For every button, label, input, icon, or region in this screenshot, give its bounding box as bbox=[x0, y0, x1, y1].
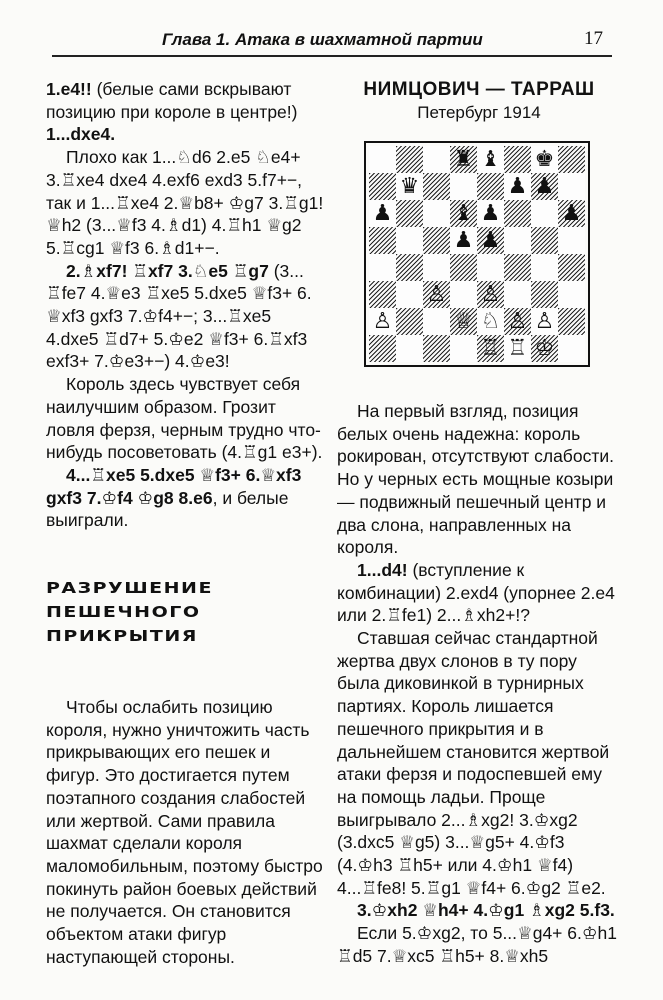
board-square bbox=[558, 173, 585, 200]
section-title-line: ПРИКРЫТИЯ bbox=[46, 627, 198, 645]
board-square bbox=[531, 308, 558, 335]
chess-piece-icon: ♟ bbox=[507, 174, 528, 199]
move-bold: 2.♗xf7! ♖xf7 3.♘e5 ♖g7 bbox=[66, 260, 269, 281]
chess-piece-icon: ♚ bbox=[534, 147, 555, 172]
move-text: (белые сами вскрывают позицию при короле в центре!) bbox=[46, 79, 298, 122]
board-square bbox=[423, 335, 450, 362]
chess-piece-icon: ♔ bbox=[534, 336, 555, 361]
page-header bbox=[0, 28, 663, 56]
board-square bbox=[450, 227, 477, 254]
left-column bbox=[46, 78, 324, 969]
board-square bbox=[558, 335, 585, 362]
chapter-title: Глава 1. Атака в шахматной партии bbox=[162, 30, 483, 49]
board-square bbox=[396, 335, 423, 362]
comment-text: Плохо как 1...♘d6 2.e5 ♘e4+ 3.♖xe4 dxe4 4.exf6 exd3 5.f7+−, так и 1...♖xe4 2.♕b8+ ♔g7 3.♖g1! ♕h2 (3...♕f3 4.♗d1) 4.♖h1 ♕g2 5.♖cg1 ♕f3 6.♗d1+−. bbox=[46, 147, 324, 258]
chess-diagram bbox=[364, 141, 590, 367]
board-square bbox=[396, 173, 423, 200]
board-square bbox=[450, 254, 477, 281]
board-square bbox=[477, 200, 504, 227]
board-square bbox=[531, 254, 558, 281]
move-bold: 3.♔xh2 ♕h4+ 4.♔g1 ♗xg2 5.f3. bbox=[357, 900, 615, 921]
move-paragraph bbox=[46, 78, 324, 123]
chess-piece-icon: ♟ bbox=[561, 201, 582, 226]
board-square bbox=[369, 281, 396, 308]
board-square bbox=[477, 254, 504, 281]
board-square bbox=[504, 308, 531, 335]
board-square bbox=[531, 281, 558, 308]
board-square bbox=[396, 146, 423, 173]
comment-text: Ставшая сейчас стандартной жертва двух слонов в ту пору была диковинкой в турнирных партиях. Король лишается пешечного прикрытия и в дальнейшем становится жертвой атаки ферзя и подоспевшей ему на помощь ладьи. Проще выигрывало 2...♗xg2! 3.♔xg2 (3.dxc5 ♕g5) 3...♕g5+ 4.♔f3 (4.♔h3 ♖h5+ или 4.♔h1 ♕f4) 4...♖fe8! 5.♖g1 ♕f4+ 6.♔g2 ♖e2. bbox=[337, 628, 610, 898]
board-square bbox=[423, 173, 450, 200]
board-square bbox=[504, 227, 531, 254]
chess-piece-icon: ♟ bbox=[480, 228, 501, 253]
board-square bbox=[423, 146, 450, 173]
board-square bbox=[477, 227, 504, 254]
board-square bbox=[369, 200, 396, 227]
board-square bbox=[423, 227, 450, 254]
board-square bbox=[450, 173, 477, 200]
board-square bbox=[558, 146, 585, 173]
board-square bbox=[558, 200, 585, 227]
move-paragraph bbox=[337, 559, 621, 627]
comment-text: На первый взгляд, позиция белых очень надежна: король рокирован, отсутствуют слабости. Но у черных есть мощные козыри — подвижный пешечный центр и два слона, направленных на короля. bbox=[337, 401, 614, 558]
chess-piece-icon: ♙ bbox=[426, 282, 447, 307]
board-square bbox=[558, 308, 585, 335]
move-paragraph bbox=[46, 464, 324, 532]
board-square bbox=[558, 281, 585, 308]
board-square bbox=[531, 200, 558, 227]
section-paragraph: Чтобы ослабить позицию короля, нужно уничтожить часть прикрывающих его пешек и фигур. Это достигается путем поэтапного создания слабостей или жертвой. Сами правила шахмат сделали короля маломобильным, поэтому быстро покинуть район боевых действий не получается. Он становится объектом атаки фигур наступающей стороны. bbox=[46, 697, 323, 967]
comment-paragraph bbox=[46, 146, 324, 260]
move-paragraph bbox=[46, 123, 324, 146]
board-square bbox=[369, 173, 396, 200]
game-title: НИМЦОВИЧ — ТАРРАШ bbox=[363, 79, 595, 100]
board-square bbox=[450, 308, 477, 335]
board-square bbox=[531, 173, 558, 200]
comment-paragraph bbox=[337, 922, 621, 967]
board-square bbox=[423, 308, 450, 335]
board-square bbox=[477, 146, 504, 173]
comment-text: Если 5.♔xg2, то 5...♕g4+ 6.♔h1 ♖d5 7.♕xc5 ♖h5+ 8.♕xh5 bbox=[337, 923, 618, 966]
board-square bbox=[531, 335, 558, 362]
board-square bbox=[450, 146, 477, 173]
chess-piece-icon: ♟ bbox=[534, 174, 555, 199]
board-square bbox=[423, 200, 450, 227]
move-bold: 1...dxe4. bbox=[46, 124, 116, 145]
board-square bbox=[531, 146, 558, 173]
board-square bbox=[423, 254, 450, 281]
board-square bbox=[504, 173, 531, 200]
chess-piece-icon: ♝ bbox=[480, 147, 501, 172]
board-square bbox=[477, 308, 504, 335]
right-column bbox=[337, 78, 621, 968]
board-square bbox=[477, 173, 504, 200]
move-text: , и белые выиграли. bbox=[46, 487, 289, 531]
board-square bbox=[504, 254, 531, 281]
chess-piece-icon: ♛ bbox=[399, 174, 420, 199]
move-paragraph bbox=[337, 899, 621, 922]
board-square bbox=[477, 281, 504, 308]
chess-piece-icon: ♙ bbox=[534, 309, 555, 334]
comment-paragraph bbox=[337, 400, 621, 559]
chess-piece-icon: ♟ bbox=[480, 201, 501, 226]
board-square bbox=[369, 146, 396, 173]
chess-piece-icon: ♕ bbox=[453, 309, 474, 334]
chess-piece-icon: ♟ bbox=[372, 201, 393, 226]
header-divider bbox=[52, 55, 612, 57]
board-square bbox=[450, 200, 477, 227]
move-text: (3... ♖fe7 4.♕e3 ♖xe5 5.dxe5 ♕f3+ 6. ♕xf3 gxf3 7.♔f4+−; 3...♖xe5 4.dxe5 ♖d7+ 5.♔e2 ♕f3+ 6.♖xf3 exf3+ 7.♔e3+−) 4.♔e3! bbox=[46, 260, 312, 372]
chess-piece-icon: ♙ bbox=[507, 309, 528, 334]
move-bold: 1.e4!! bbox=[46, 79, 92, 99]
board-square bbox=[369, 254, 396, 281]
board-square bbox=[396, 227, 423, 254]
chess-piece-icon: ♙ bbox=[372, 309, 393, 334]
chess-board bbox=[369, 146, 585, 362]
board-square bbox=[531, 227, 558, 254]
board-square bbox=[450, 335, 477, 362]
board-square bbox=[477, 335, 504, 362]
page-number: 17 bbox=[584, 28, 603, 49]
board-square bbox=[423, 281, 450, 308]
board-square bbox=[396, 281, 423, 308]
chess-piece-icon: ♘ bbox=[480, 309, 501, 334]
board-square bbox=[396, 200, 423, 227]
move-bold: 1...d4! bbox=[357, 559, 408, 580]
board-square bbox=[396, 254, 423, 281]
chess-piece-icon: ♜ bbox=[453, 147, 474, 172]
board-square bbox=[504, 146, 531, 173]
section-title bbox=[46, 576, 324, 648]
board-square bbox=[504, 335, 531, 362]
comment-paragraph bbox=[46, 373, 324, 464]
section-title-line: РАЗРУШЕНИЕ ПЕШЕЧНОГО bbox=[46, 579, 213, 621]
board-square bbox=[558, 254, 585, 281]
board-square bbox=[369, 335, 396, 362]
board-square bbox=[450, 281, 477, 308]
chess-piece-icon: ♟ bbox=[453, 228, 474, 253]
game-event: Петербург 1914 bbox=[417, 103, 541, 122]
move-bold: 4...♖xe5 5.dxe5 ♕f3+ 6.♕xf3 gxf3 7.♔f4 ♔g8 8.e6 bbox=[46, 464, 302, 508]
board-square bbox=[369, 308, 396, 335]
board-square bbox=[558, 227, 585, 254]
chess-piece-icon: ♖ bbox=[480, 336, 501, 361]
move-text: (вступление к комбинации) 2.exd4 (упорнее 2.e4 или 2.♖fe1) 2...♗xh2+!? bbox=[337, 559, 615, 626]
comment-text: Король здесь чувствует себя наилучшим образом. Грозит ловля ферзя, черным трудно что-нибудь посоветовать (4.♖g1 e3+). bbox=[46, 374, 323, 463]
board-square bbox=[396, 308, 423, 335]
comment-paragraph bbox=[337, 627, 621, 899]
board-square bbox=[504, 200, 531, 227]
board-square bbox=[504, 281, 531, 308]
move-paragraph bbox=[46, 260, 324, 374]
chess-piece-icon: ♙ bbox=[480, 282, 501, 307]
chess-piece-icon: ♖ bbox=[507, 336, 528, 361]
board-square bbox=[369, 227, 396, 254]
chess-piece-icon: ♝ bbox=[453, 201, 474, 226]
